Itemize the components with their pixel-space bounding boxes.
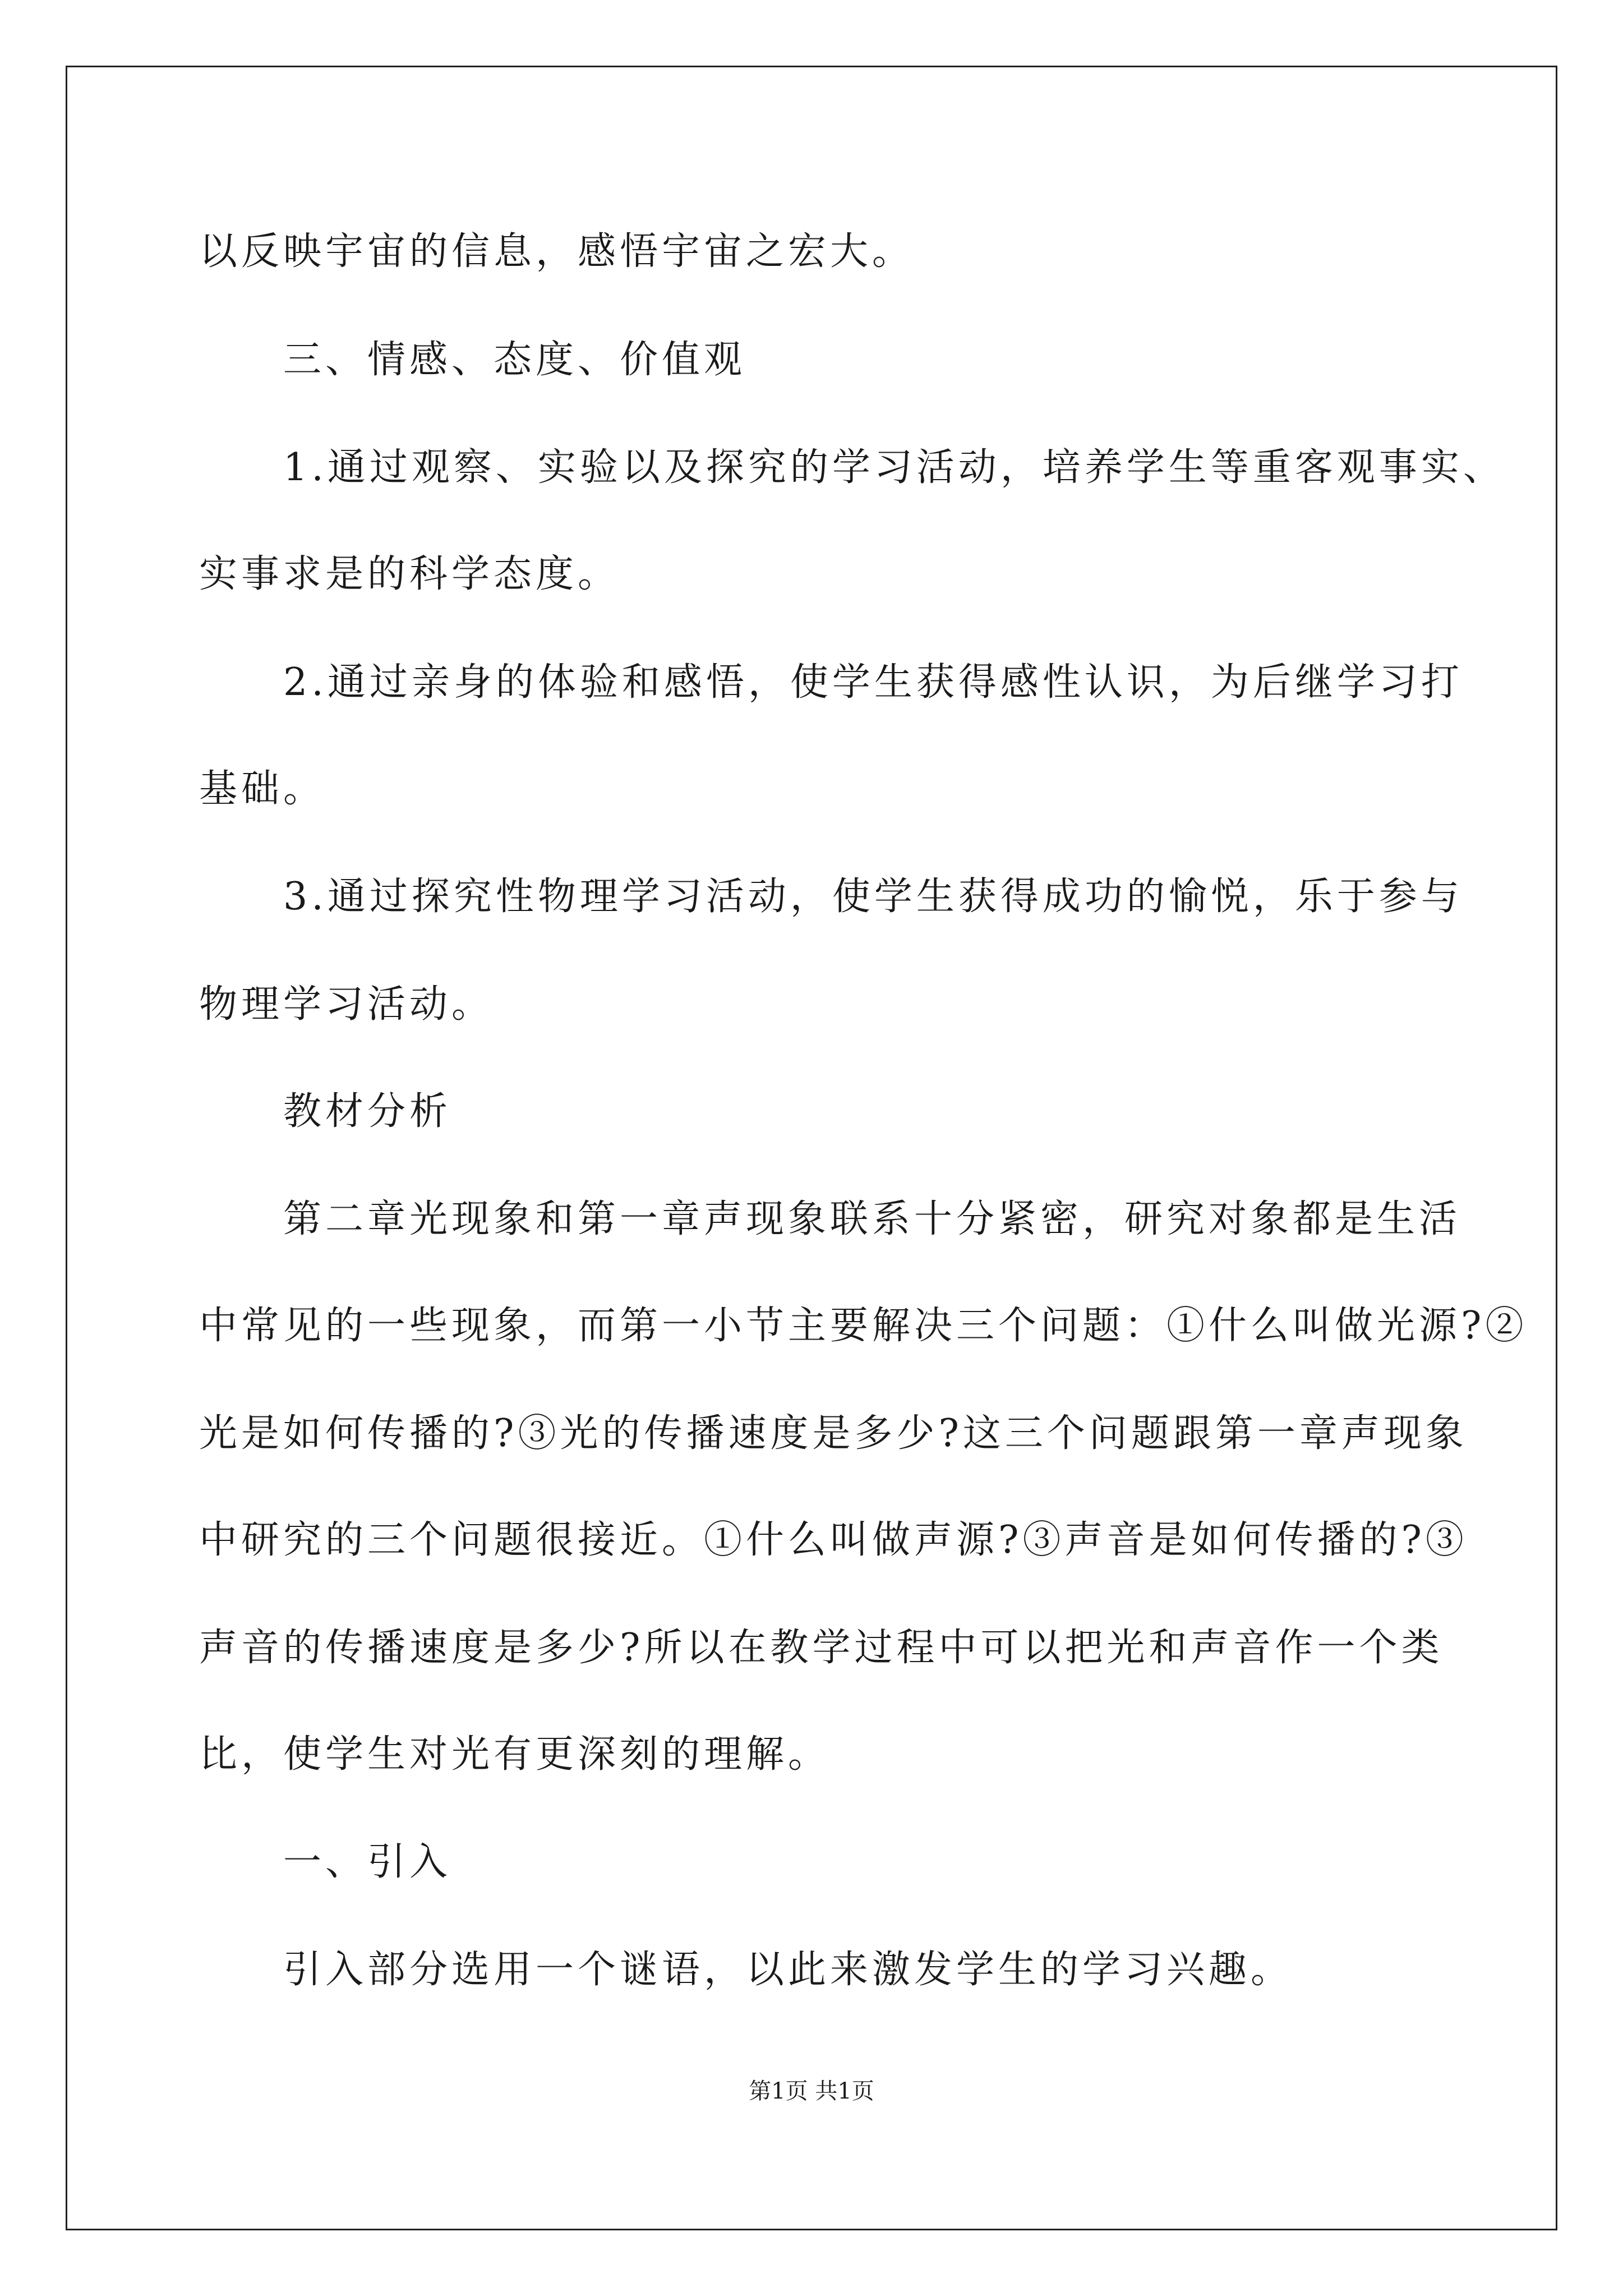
text-line: 比，使学生对光有更深刻的理解。 [199,1732,831,1777]
section-heading: 三、情感、态度、价值观 [283,338,746,382]
text-line: 以反映宇宙的信息，感悟宇宙之宏大。 [199,229,915,274]
text-line: 第二章光现象和第一章声现象联系十分紧密，研究对象都是生活 [283,1197,1461,1241]
section-heading: 教材分析 [283,1089,452,1134]
text-line: 实事求是的科学态度。 [199,552,620,596]
text-line: 中研究的三个问题很接近。①什么叫做声源?③声音是如何传播的?③ [199,1518,1468,1562]
text-line: 2.通过亲身的体验和感悟，使学生获得感性认识，为后继学习打 [283,660,1463,705]
text-line: 引入部分选用一个谜语，以此来激发学生的学习兴趣。 [283,1948,1293,1992]
text-line: 基础。 [199,767,326,811]
text-line: 光是如何传播的?③光的传播速度是多少?这三个问题跟第一章声现象 [199,1411,1468,1456]
text-line: 1.通过观察、实验以及探究的学习活动，培养学生等重客观事实、 [283,445,1505,490]
text-line: 中常见的一些现象，而第一小节主要解决三个问题：①什么叫做光源?② [199,1304,1528,1348]
page-footer: 第1页 共1页 [749,2078,874,2104]
text-line: 3.通过探究性物理学习活动，使学生获得成功的愉悦，乐于参与 [283,875,1463,919]
page-border [66,66,1557,2230]
section-heading: 一、引入 [283,1840,452,1884]
text-line: 物理学习活动。 [199,982,494,1027]
text-line: 声音的传播速度是多少?所以在教学过程中可以把光和声音作一个类 [199,1626,1444,1670]
